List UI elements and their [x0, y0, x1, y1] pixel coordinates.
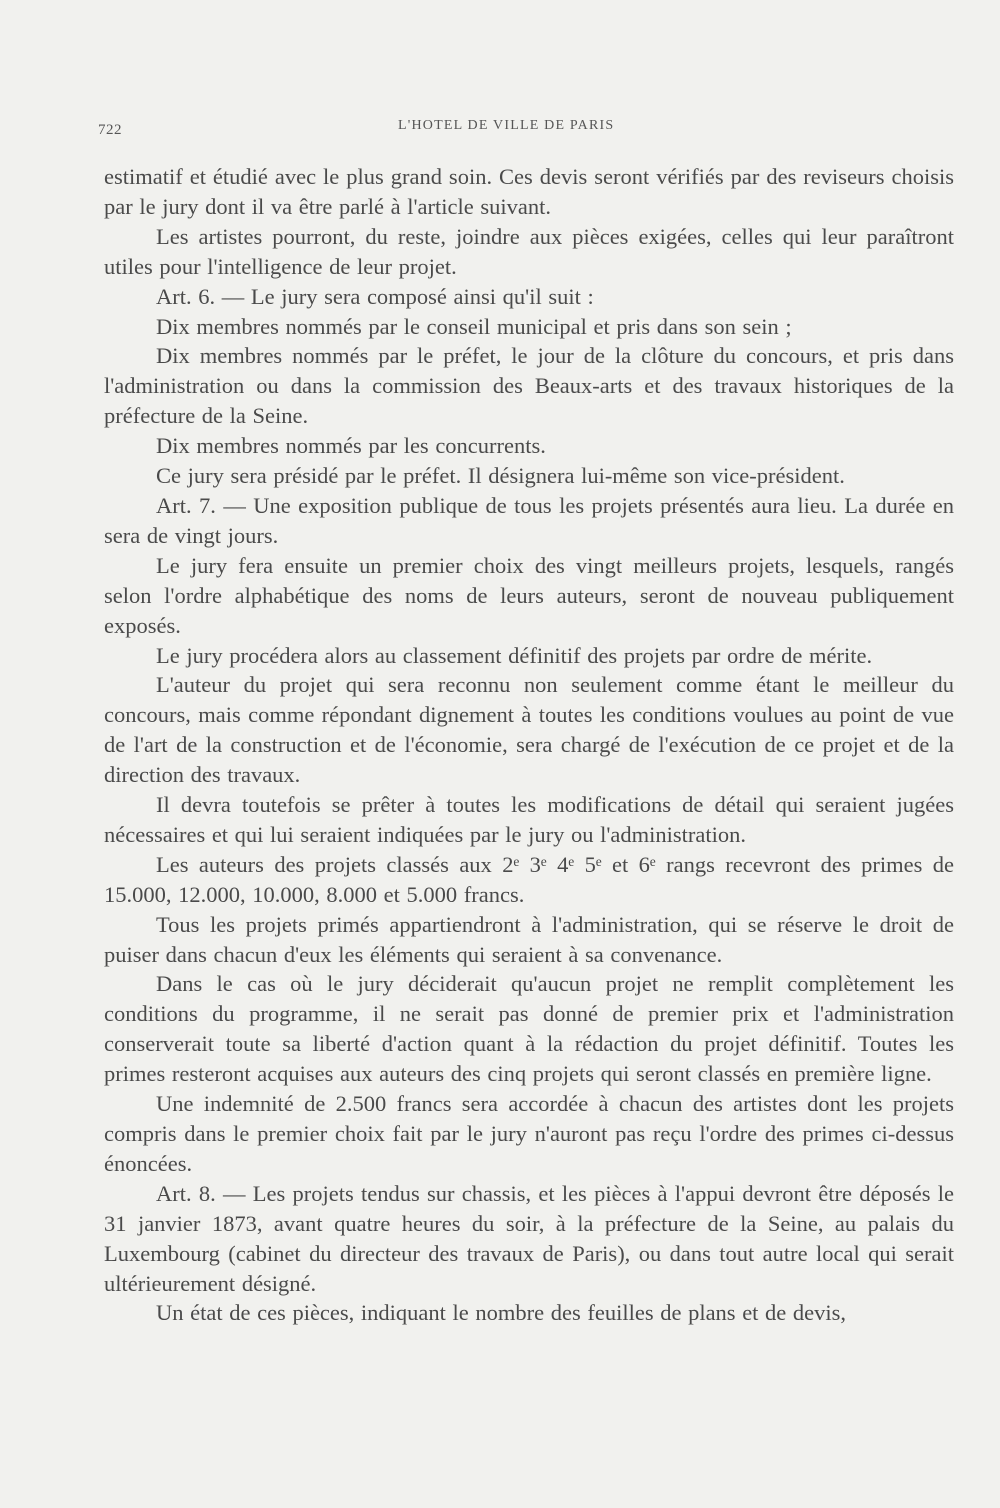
paragraph: Le jury procédera alors au classement définitif des projets par ordre de mérite. — [156, 642, 873, 668]
paragraph: Le jury fera ensuite un premier choix des vingt meilleurs projets, lesquels, rangés selon l'ordre alphabétique des noms de leurs auteurs, seront de nouveau publiquement exposés. — [104, 552, 954, 638]
paragraph: Tous les projets primés appartiendront à l'administration, qui se réserve le droit de puiser dans chacun d'eux les éléments qui seraient à sa convenance. — [104, 911, 954, 967]
paragraph: Dans le cas où le jury déciderait qu'aucun projet ne remplit complètement les conditions du programme, il ne serait pas donné de premier prix et l'administration conserverait toute sa liberté d'action quant à la rédaction du projet définitif. Toutes les primes resteront acquises aux auteurs des cinq projets qui seront classés en première ligne. — [104, 971, 954, 1087]
paragraph: Dix membres nommés par le conseil municipal et pris dans son sein ; — [156, 313, 792, 339]
page-number: 722 — [98, 122, 122, 138]
paragraph: Dix membres nommés par le préfet, le jour de la clôture du concours, et pris dans l'administration ou dans la commission des Beaux-arts et des travaux historiques de la préfecture de la Seine. — [104, 343, 954, 429]
paragraph: L'auteur du projet qui sera reconnu non seulement comme étant le meilleur du concours, mais comme répondant dignement à toutes les conditions voulues au point de vue de l'art de la construction et de l'économie, sera chargé de l'exécution de ce projet et de la direction des travaux. — [104, 672, 954, 788]
article-paragraph: Art. 7. — Une exposition publique de tous les projets présentés aura lieu. La durée en sera de vingt jours. — [104, 492, 954, 548]
paragraph: Une indemnité de 2.500 francs sera accordée à chacun des artistes dont les projets compris dans le premier choix fait par le jury n'auront pas reçu l'ordre des primes ci-dessus énoncées. — [104, 1091, 954, 1176]
body-text — [104, 162, 954, 1328]
running-title: L'HOTEL DE VILLE DE PARIS — [398, 118, 615, 133]
paragraph: Il devra toutefois se prêter à toutes les modifications de détail qui seraient jugées nécessaires et qui lui seraient indiquées par le jury ou l'administration. — [104, 792, 954, 847]
article-paragraph: Art. 8. — Les projets tendus sur chassis, et les pièces à l'appui devront être déposés le 31 janvier 1873, avant quatre heures du soir, à la préfecture de la Seine, au palais du Luxembourg (cabinet du directeur des travaux de Paris), ou dans tout autre local qui serait ultérieurement désigné. — [104, 1180, 954, 1296]
article-heading: Art. 6. — Le jury sera composé ainsi qu'il suit : — [156, 283, 594, 309]
paragraph: Un état de ces pièces, indiquant le nombre des feuilles de plans et de devis, — [156, 1300, 847, 1326]
paragraph: Dix membres nommés par les concurrents. — [156, 433, 546, 459]
page-header — [98, 118, 950, 140]
paragraph: Les artistes pourront, du reste, joindre aux pièces exigées, celles qui leur paraîtront utiles pour l'intelligence de leur projet. — [104, 223, 954, 279]
paragraph: Les auteurs des projets classés aux 2ᵉ 3ᵉ 4ᵉ 5ᵉ et 6ᵉ rangs recevront des primes de 15.000, 12.000, 10.000, 8.000 et 5.000 francs. — [104, 851, 954, 907]
paragraph: Ce jury sera présidé par le préfet. Il désignera lui-même son vice-président. — [156, 463, 845, 489]
paragraph: estimatif et étudié avec le plus grand soin. Ces devis seront vérifiés par des reviseurs choisis par le jury dont il va être parlé à l'article suivant. — [104, 164, 954, 219]
